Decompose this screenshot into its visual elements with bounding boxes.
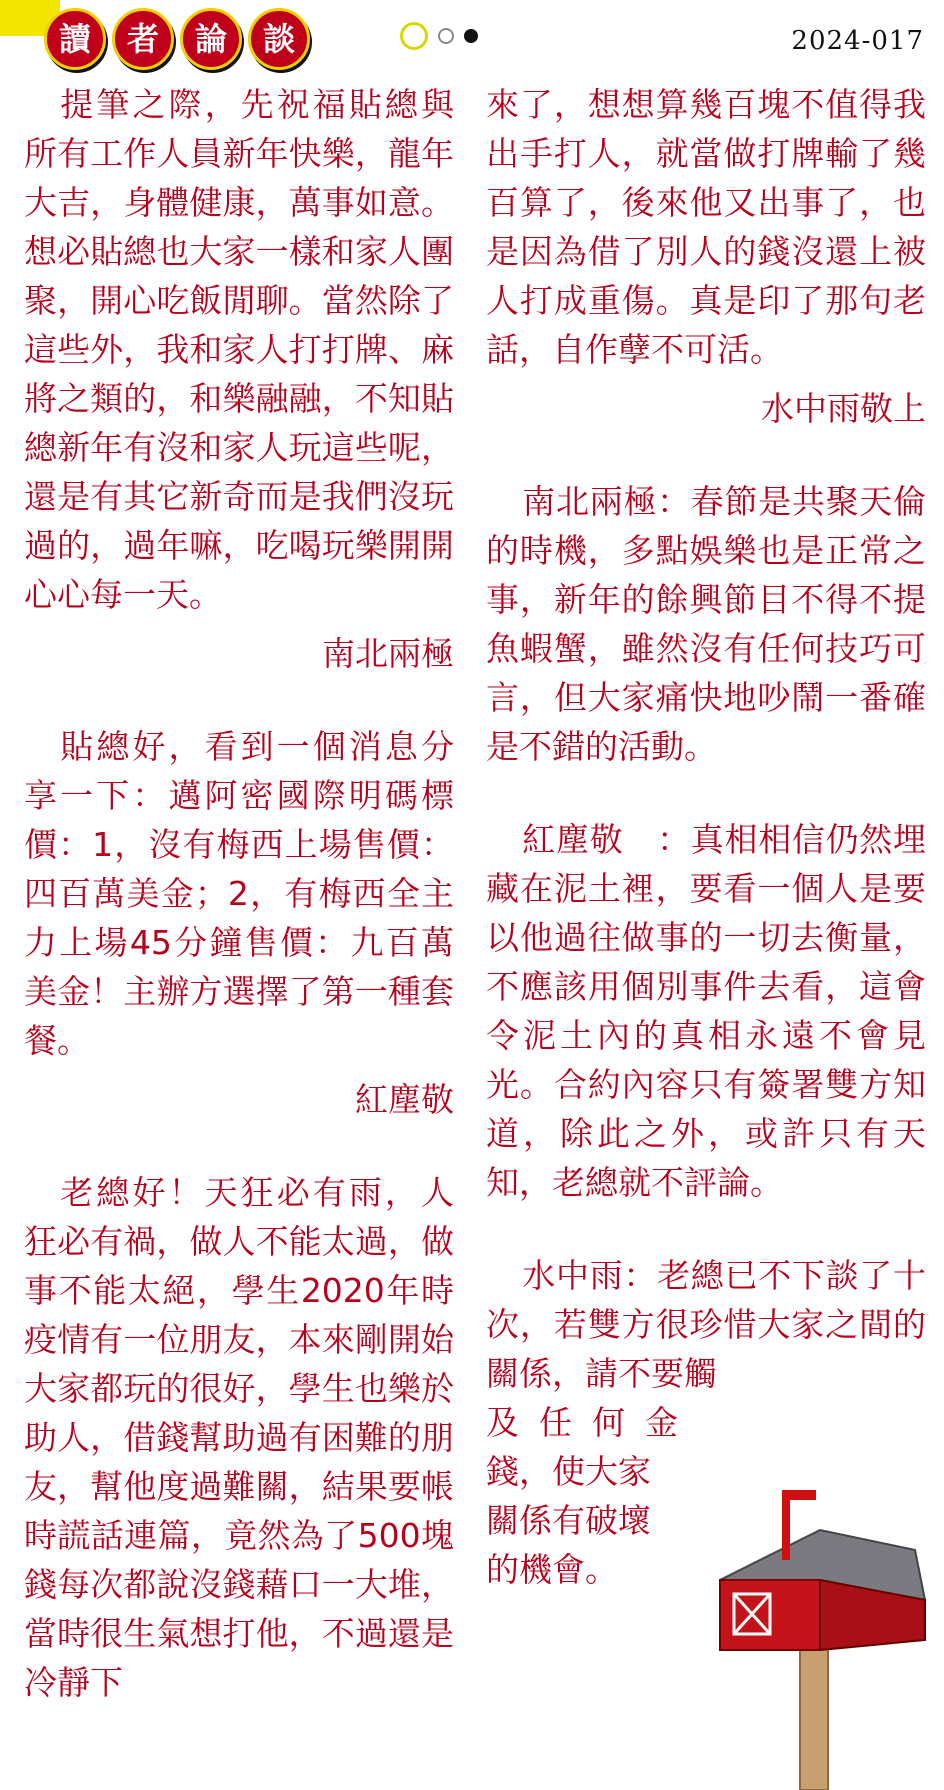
letter-continuation: 來了，想想算幾百塊不值得我出手打人，就當做打牌輸了幾百算了，後來他又出事了，也是因為借了別人的錢沒還上被人打成重傷。真是印了那句老話，自作孽不可活。 <box>486 85 926 369</box>
letter-text: 貼總好，看到一個消息分享一下：邁阿密國際明碼標價：1，沒有梅西上場售價：四百萬美金；2，有梅西全主力上場45分鐘售價：九百萬美金！主辦方選擇了第一種套餐。 <box>24 727 454 1060</box>
editor-reply: 紅塵敬 ：真相相信仍然埋藏在泥土裡，要看一個人是要以他過往做事的一切去衡量，不應該用個別事件去看，這會令泥土內的真相永遠不會見光。合約內容只有簽署雙方知道，除此之外，或許只有天知，老總就不評論。 <box>486 820 926 1202</box>
reply-tail-line: 關係有破壞 <box>486 1501 651 1540</box>
editor-reply: 南北兩極：春節是共聚天倫的時機，多點娛樂也是正常之事，新年的餘興節目不得不提魚蝦蟹，雖然沒有任何技巧可言，但大家痛快地吵鬧一番確是不錯的活動。 <box>486 482 926 766</box>
title-char: 讀 <box>44 8 106 70</box>
title-char: 論 <box>180 8 242 70</box>
issue-number: 2024-017 <box>791 26 924 56</box>
mailbox-icon <box>700 1490 930 1790</box>
header-bar <box>0 0 944 72</box>
circle-icon <box>400 22 428 50</box>
letter-signature: 南北兩極 <box>322 634 454 673</box>
section-title <box>44 8 310 72</box>
letter-text: 提筆之際，先祝福貼總與所有工作人員新年快樂，龍年大吉，身體健康，萬事如意。想必貼總也大家一樣和家人團聚，開心吃飯閒聊。當然除了這些外，我和家人打打牌、麻將之類的，和樂融融，不知貼總新年有沒和家人玩這些呢，還是有其它新奇而是我們沒玩過的，過年嘛，吃喝玩樂開開心心每一天。 <box>24 85 454 614</box>
reply-tail-line: 及任何金 <box>486 1403 698 1442</box>
dot-icon <box>464 29 478 43</box>
letter-signature: 紅塵敬 <box>355 1080 454 1119</box>
decorative-dots <box>400 22 478 50</box>
reply-tail-line: 的機會。 <box>486 1550 618 1589</box>
circle-icon <box>438 28 454 44</box>
reply-tail <box>486 1398 726 1594</box>
letter-signature: 水中雨敬上 <box>761 389 926 428</box>
right-column <box>486 80 926 1594</box>
letter-text: 老總好！天狂必有雨，人狂必有禍，做人不能太過，做事不能太絕，學生2020年時疫情有一位朋友，本來剛開始大家都玩的很好，學生也樂於助人，借錢幫助過有困難的朋友，幫他度過難關，結果要帳時謊話連篇，竟然為了500塊錢每次都說沒錢藉口一大堆，當時很生氣想打他，不過還是冷靜下 <box>24 1173 454 1702</box>
reply-tail-line: 錢，使大家 <box>486 1452 651 1491</box>
title-char: 談 <box>248 8 310 70</box>
left-column <box>24 80 454 1707</box>
editor-reply: 水中雨：老總已不下談了十次，若雙方很珍惜大家之間的關係，請不要觸 <box>486 1256 926 1393</box>
title-char: 者 <box>112 8 174 70</box>
